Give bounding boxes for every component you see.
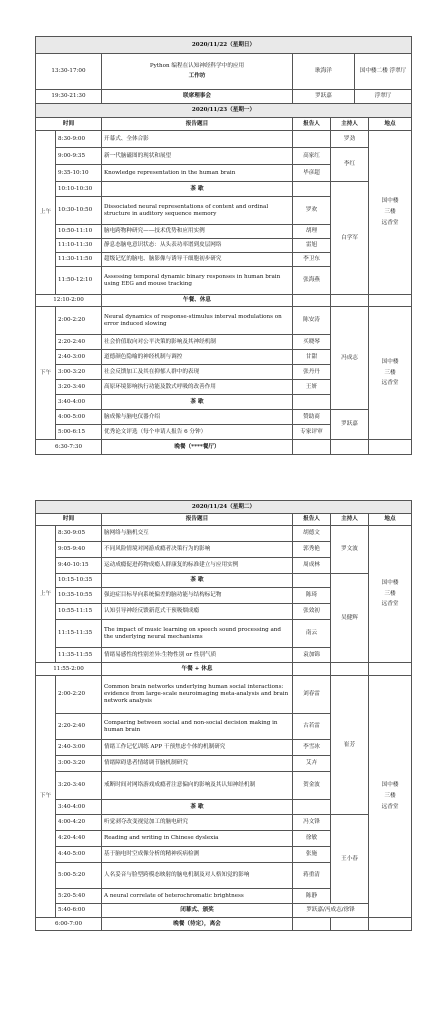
day2-am-title: 静息态脑电意识状态：从头表功率谱到皮层网络 xyxy=(102,239,293,253)
day2-col-title: 报告题目 xyxy=(102,118,293,131)
day3-am-title: 情绪易感性的性别差异:生物性别 or 性别气质 xyxy=(102,648,293,663)
day3-pm-speaker: 刘春雷 xyxy=(293,676,331,714)
day3-table xyxy=(35,500,412,931)
day1-row1-title-line1: Python 编程在认知神经科学中的应用 xyxy=(149,63,245,70)
day3-am-host-1: 罗文波 xyxy=(331,526,369,574)
day3-pm-speaker xyxy=(293,800,331,815)
day3-dinner-location xyxy=(369,918,412,931)
day2-col-time: 时间 xyxy=(36,118,102,131)
day3-am-title: 认知引导神经反馈新范式干预吸烟成瘾 xyxy=(102,604,293,620)
day2-pm-title: 高原环境影响执行功能及散式呼吸的改善作用 xyxy=(102,380,293,395)
day1-row1-time: 13:30-17:00 xyxy=(36,54,102,90)
day3-header: 2020/11/24（星期二） xyxy=(36,501,412,514)
day2-am-title: 超级记忆的脑电、脑影像与诱导干细胞初步研究 xyxy=(102,253,293,267)
day2-pm-title: 道德颜色隐喻的神经机制与调控 xyxy=(102,350,293,365)
day2-lunch-location xyxy=(369,295,412,307)
day3-pm-title: 戒断时间对网络游戏成瘾者注意偏向的影响及其认知神经机制 xyxy=(102,772,293,800)
day2-pm-location-line2: 三楼 xyxy=(384,369,396,376)
day2-am-time: 11:30-11:50 xyxy=(56,253,102,267)
day3-lunch-title: 午餐 + 休息 xyxy=(102,663,293,676)
day2-am-title: 开幕式、全体合影 xyxy=(102,131,293,148)
day1-row2-location: 浮翠厅 xyxy=(355,90,412,104)
day3-am-title: 脑网络与脑机交互 xyxy=(102,526,293,542)
day1-table xyxy=(35,36,412,104)
day2-am-time: 10:50-11:10 xyxy=(56,225,102,239)
day2-col-host: 主持人 xyxy=(331,118,369,131)
day3-dinner-time: 6:00-7:00 xyxy=(36,918,102,931)
day3-pm-host-2: 王小春 xyxy=(331,815,369,904)
day2-am-title: Knowledge representation in the human brain xyxy=(102,165,293,182)
day3-am-time: 9:40-10:15 xyxy=(56,558,102,574)
day2-am-time: 11:50-12:10 xyxy=(56,267,102,295)
day2-am-location-line1: 国中楼 xyxy=(381,198,399,205)
day3-lunch-host xyxy=(331,663,369,676)
day2-am-title: Assessing temporal dynamic binary responses in human brain using EEG and mouse tracking xyxy=(102,267,293,295)
day3-am-location xyxy=(369,526,412,663)
day3-pm-break: 茶 歇 xyxy=(102,800,293,815)
day3-pm-title: 人名妥音与脸型跨模态映射的脑电机制及对人格知觉的影响 xyxy=(102,863,293,889)
day2-am-speaker: 高家红 xyxy=(293,148,331,165)
day2-pm-break: 茶 歇 xyxy=(102,395,293,410)
day2-dinner-time: 6:30-7:30 xyxy=(36,440,102,455)
day2-am-location-line3: 远香堂 xyxy=(381,219,399,226)
day2-pm-title: 优秀论文评选（每个申请人报告 6 分钟） xyxy=(102,425,293,440)
day2-am-time: 8:30-9:00 xyxy=(56,131,102,148)
day3-am-label: 上午 xyxy=(36,526,56,663)
day2-pm-location-line3: 远香堂 xyxy=(381,380,399,387)
day3-pm-location xyxy=(369,676,412,918)
day2-pm-speaker: 专家评审 xyxy=(293,425,331,440)
day3-am-time: 11:35-11:55 xyxy=(56,648,102,663)
day2-pm-host-2: 罗跃嘉 xyxy=(331,410,369,440)
day3-pm-speaker: 李雪冰 xyxy=(293,740,331,756)
day2-col-speaker: 报告人 xyxy=(293,118,331,131)
day1-row2-time: 19:30-21:30 xyxy=(36,90,102,104)
day2-lunch-speaker xyxy=(293,295,331,307)
day3-am-speaker: 周成林 xyxy=(293,558,331,574)
day2-pm-title: 社会反馈加工及其在抑郁人群中的表现 xyxy=(102,365,293,380)
day2-pm-time: 3:20-3:40 xyxy=(56,380,102,395)
day3-col-time: 时间 xyxy=(36,514,102,526)
day2-dinner-title: 晚餐（****餐厅） xyxy=(102,440,293,455)
day3-am-speaker: 南云 xyxy=(293,620,331,648)
day3-pm-location-line3: 远香堂 xyxy=(381,803,399,810)
day3-pm-time: 3:40-4:00 xyxy=(56,800,102,815)
day3-pm-title: 情绪工作记忆训练 APP 干预焦虑个体的机制研究 xyxy=(102,740,293,756)
day2-pm-speaker: 王妍 xyxy=(293,380,331,395)
day3-pm-speaker: 艾卉 xyxy=(293,756,331,772)
day3-pm-title: Reading and writing in Chinese dyslexia xyxy=(102,831,293,847)
day3-am-title: The impact of music learning on speech sound processing and the underlying neural mechanisms xyxy=(102,620,293,648)
day3-pm-speaker: 蒋重清 xyxy=(293,863,331,889)
day2-am-time: 10:10-10:30 xyxy=(56,182,102,197)
day3-closing-speaker: 罗跃嘉/冯成志/徐锋 xyxy=(293,904,369,918)
day2-header: 2020/11/23（星期一） xyxy=(36,104,412,118)
day3-am-time: 8:30-9:05 xyxy=(56,526,102,542)
day3-pm-time: 2:40-3:00 xyxy=(56,740,102,756)
day2-am-time: 9:35-10:10 xyxy=(56,165,102,182)
day3-am-speaker: 郭秀艳 xyxy=(293,542,331,558)
day2-pm-time: 3:40-4:00 xyxy=(56,395,102,410)
day3-pm-time: 5:00-5:20 xyxy=(56,863,102,889)
day1-row2-speaker: 罗跃嘉 xyxy=(293,90,355,104)
day3-pm-time: 2:00-2:20 xyxy=(56,676,102,714)
day2-pm-time: 5:00-6:15 xyxy=(56,425,102,440)
day3-pm-speaker: 张施 xyxy=(293,847,331,863)
day3-col-location: 地点 xyxy=(369,514,412,526)
day2-am-speaker: 张海燕 xyxy=(293,267,331,295)
day3-am-time: 11:15-11:35 xyxy=(56,620,102,648)
day2-pm-speaker: 赞助商 xyxy=(293,410,331,425)
day2-am-host-0: 罗劲 xyxy=(331,131,369,148)
day3-pm-time: 4:00-4:20 xyxy=(56,815,102,831)
day3-am-speaker xyxy=(293,574,331,588)
day3-am-location-line3: 远香堂 xyxy=(381,601,399,608)
day2-pm-speaker: 陈安涛 xyxy=(293,307,331,335)
day3-lunch-location xyxy=(369,663,412,676)
day2-am-time: 11:10-11:30 xyxy=(56,239,102,253)
day2-am-host-1: 李红 xyxy=(331,148,369,182)
day3-pm-time: 5:20-5:40 xyxy=(56,889,102,904)
day2-am-label: 上午 xyxy=(36,131,56,295)
day3-closing-title: 闭幕式、颁奖 xyxy=(102,904,293,918)
day3-col-host: 主持人 xyxy=(331,514,369,526)
day3-pm-title: Comparing between social and non-social decision making in human brain xyxy=(102,714,293,740)
day3-pm-time: 4:20-4:40 xyxy=(56,831,102,847)
day3-pm-time: 3:00-3:20 xyxy=(56,756,102,772)
day3-pm-speaker: 古若雷 xyxy=(293,714,331,740)
day3-col-title: 报告题目 xyxy=(102,514,293,526)
day2-pm-time: 3:00-3:20 xyxy=(56,365,102,380)
day3-am-speaker: 胡德文 xyxy=(293,526,331,542)
day3-am-break: 茶 歇 xyxy=(102,574,293,588)
day3-pm-time: 2:20-2:40 xyxy=(56,714,102,740)
day3-lunch-speaker xyxy=(293,663,331,676)
day2-lunch-time: 12:10-2:00 xyxy=(36,295,102,307)
day2-am-break: 茶 歇 xyxy=(102,182,293,197)
day3-am-title: 强迫症目标导向系统偏差的脑功能与结构标记物 xyxy=(102,588,293,604)
day3-am-location-line2: 三楼 xyxy=(384,590,396,597)
day2-am-title: Dissociated neural representations of content and ordinal structure in auditory sequence memory xyxy=(102,197,293,225)
day3-am-speaker: 陈琦 xyxy=(293,588,331,604)
day3-dinner-host xyxy=(331,918,369,931)
day2-lunch-host xyxy=(331,295,369,307)
day3-am-title: 运动成瘾促进药物成瘾人群康复的标准建立与应用实例 xyxy=(102,558,293,574)
day3-lunch-time: 11:55-2:00 xyxy=(36,663,102,676)
day2-pm-speaker: 买晓琴 xyxy=(293,335,331,350)
day2-pm-speaker: 张丹丹 xyxy=(293,365,331,380)
day2-am-location xyxy=(369,131,412,295)
day3-pm-speaker: 徐敏 xyxy=(293,831,331,847)
day2-am-title: 新一代脑磁图的现状和展望 xyxy=(102,148,293,165)
day3-am-time: 10:55-11:15 xyxy=(56,604,102,620)
day1-row1-speaker: 耿海洋 xyxy=(293,54,355,90)
day3-pm-host-1: 崔芳 xyxy=(331,676,369,815)
day2-am-speaker xyxy=(293,131,331,148)
day3-pm-title: A neural correlate of heterochromatic brightness xyxy=(102,889,293,904)
day3-pm-speaker: 冯文锋 xyxy=(293,815,331,831)
day2-am-title: 脑电跨物种研究——技术优势和应用实例 xyxy=(102,225,293,239)
day3-am-title: 不同风险情境对网游成瘾者决策行为的影响 xyxy=(102,542,293,558)
day2-am-location-line2: 三楼 xyxy=(384,209,396,216)
day3-pm-title: 情绪障碍患者情绪调节脑机制研究 xyxy=(102,756,293,772)
day2-dinner-speaker xyxy=(293,440,331,455)
day2-am-speaker: 罗欢 xyxy=(293,197,331,225)
day3-pm-title: 基于脑电时空成像分析的精神疾病检测 xyxy=(102,847,293,863)
day2-pm-label: 下午 xyxy=(36,307,56,440)
day2-am-speaker: 毕彦超 xyxy=(293,165,331,182)
day3-am-time: 9:05-9:40 xyxy=(56,542,102,558)
day1-row1-title-line2: 工作坊 xyxy=(188,73,206,79)
day3-am-speaker: 张效初 xyxy=(293,604,331,620)
day3-am-speaker: 袁加锦 xyxy=(293,648,331,663)
day3-am-time: 10:15-10:35 xyxy=(56,574,102,588)
day2-pm-title: 脑成像与脑电仪器介绍 xyxy=(102,410,293,425)
day3-dinner-speaker xyxy=(293,918,331,931)
day1-row1-title xyxy=(102,54,293,90)
day2-am-speaker xyxy=(293,182,331,197)
day2-pm-location-line1: 国中楼 xyxy=(381,358,399,365)
day3-pm-title: 听觉剥夺改变视觉加工的脑电研究 xyxy=(102,815,293,831)
day3-am-host-2: 吴健辉 xyxy=(331,574,369,663)
day2-table xyxy=(35,103,412,455)
day3-pm-location-line1: 国中楼 xyxy=(381,782,399,789)
day2-am-time: 9:00-9:35 xyxy=(56,148,102,165)
day2-am-speaker: 胡理 xyxy=(293,225,331,239)
day2-pm-title: 社会价值取向对公平决策的影响及其神经机制 xyxy=(102,335,293,350)
day1-row1-location: 国中楼二楼 浮翠厅 xyxy=(355,54,412,90)
day3-pm-time: 4:40-5:00 xyxy=(56,847,102,863)
day2-dinner-location xyxy=(369,440,412,455)
day3-col-speaker: 报告人 xyxy=(293,514,331,526)
day2-dinner-host xyxy=(331,440,369,455)
day3-am-location-line1: 国中楼 xyxy=(381,579,399,586)
day3-dinner-title: 晚餐（待定），离会 xyxy=(102,918,293,931)
day2-pm-title: Neural dynamics of response-stimulus interval modulations on error induced slowing xyxy=(102,307,293,335)
day1-row2-title: 联席理事会 xyxy=(102,90,293,104)
day3-pm-speaker: 陈静 xyxy=(293,889,331,904)
day2-am-time: 10:30-10:50 xyxy=(56,197,102,225)
day2-pm-location xyxy=(369,307,412,440)
day2-pm-speaker: 甘甜 xyxy=(293,350,331,365)
day2-col-location: 地点 xyxy=(369,118,412,131)
day2-am-speaker: 李卫东 xyxy=(293,253,331,267)
day3-pm-location-line2: 三楼 xyxy=(384,793,396,800)
day3-pm-time: 5:40-6:00 xyxy=(56,904,102,918)
day1-header: 2020/11/22（星期日） xyxy=(36,37,412,54)
day3-pm-speaker: 贺金波 xyxy=(293,772,331,800)
day2-pm-speaker xyxy=(293,395,331,410)
day3-am-time: 10:35-10:55 xyxy=(56,588,102,604)
day2-lunch-title: 午餐、休息 xyxy=(102,295,293,307)
day2-am-speaker: 雷旭 xyxy=(293,239,331,253)
day3-pm-time: 3:20-3:40 xyxy=(56,772,102,800)
day3-pm-label: 下午 xyxy=(36,676,56,918)
day2-pm-time: 4:00-5:00 xyxy=(56,410,102,425)
day2-pm-host-1: 冯成志 xyxy=(331,307,369,410)
day2-pm-time: 2:00-2:20 xyxy=(56,307,102,335)
day3-pm-title: Common brain networks underlying human social interactions: evidence from large-scale neuroimaging meta-analysis and brain network analysis xyxy=(102,676,293,714)
day2-am-host-2: 白学军 xyxy=(331,182,369,295)
day2-pm-time: 2:20-2:40 xyxy=(56,335,102,350)
day2-pm-time: 2:40-3:00 xyxy=(56,350,102,365)
